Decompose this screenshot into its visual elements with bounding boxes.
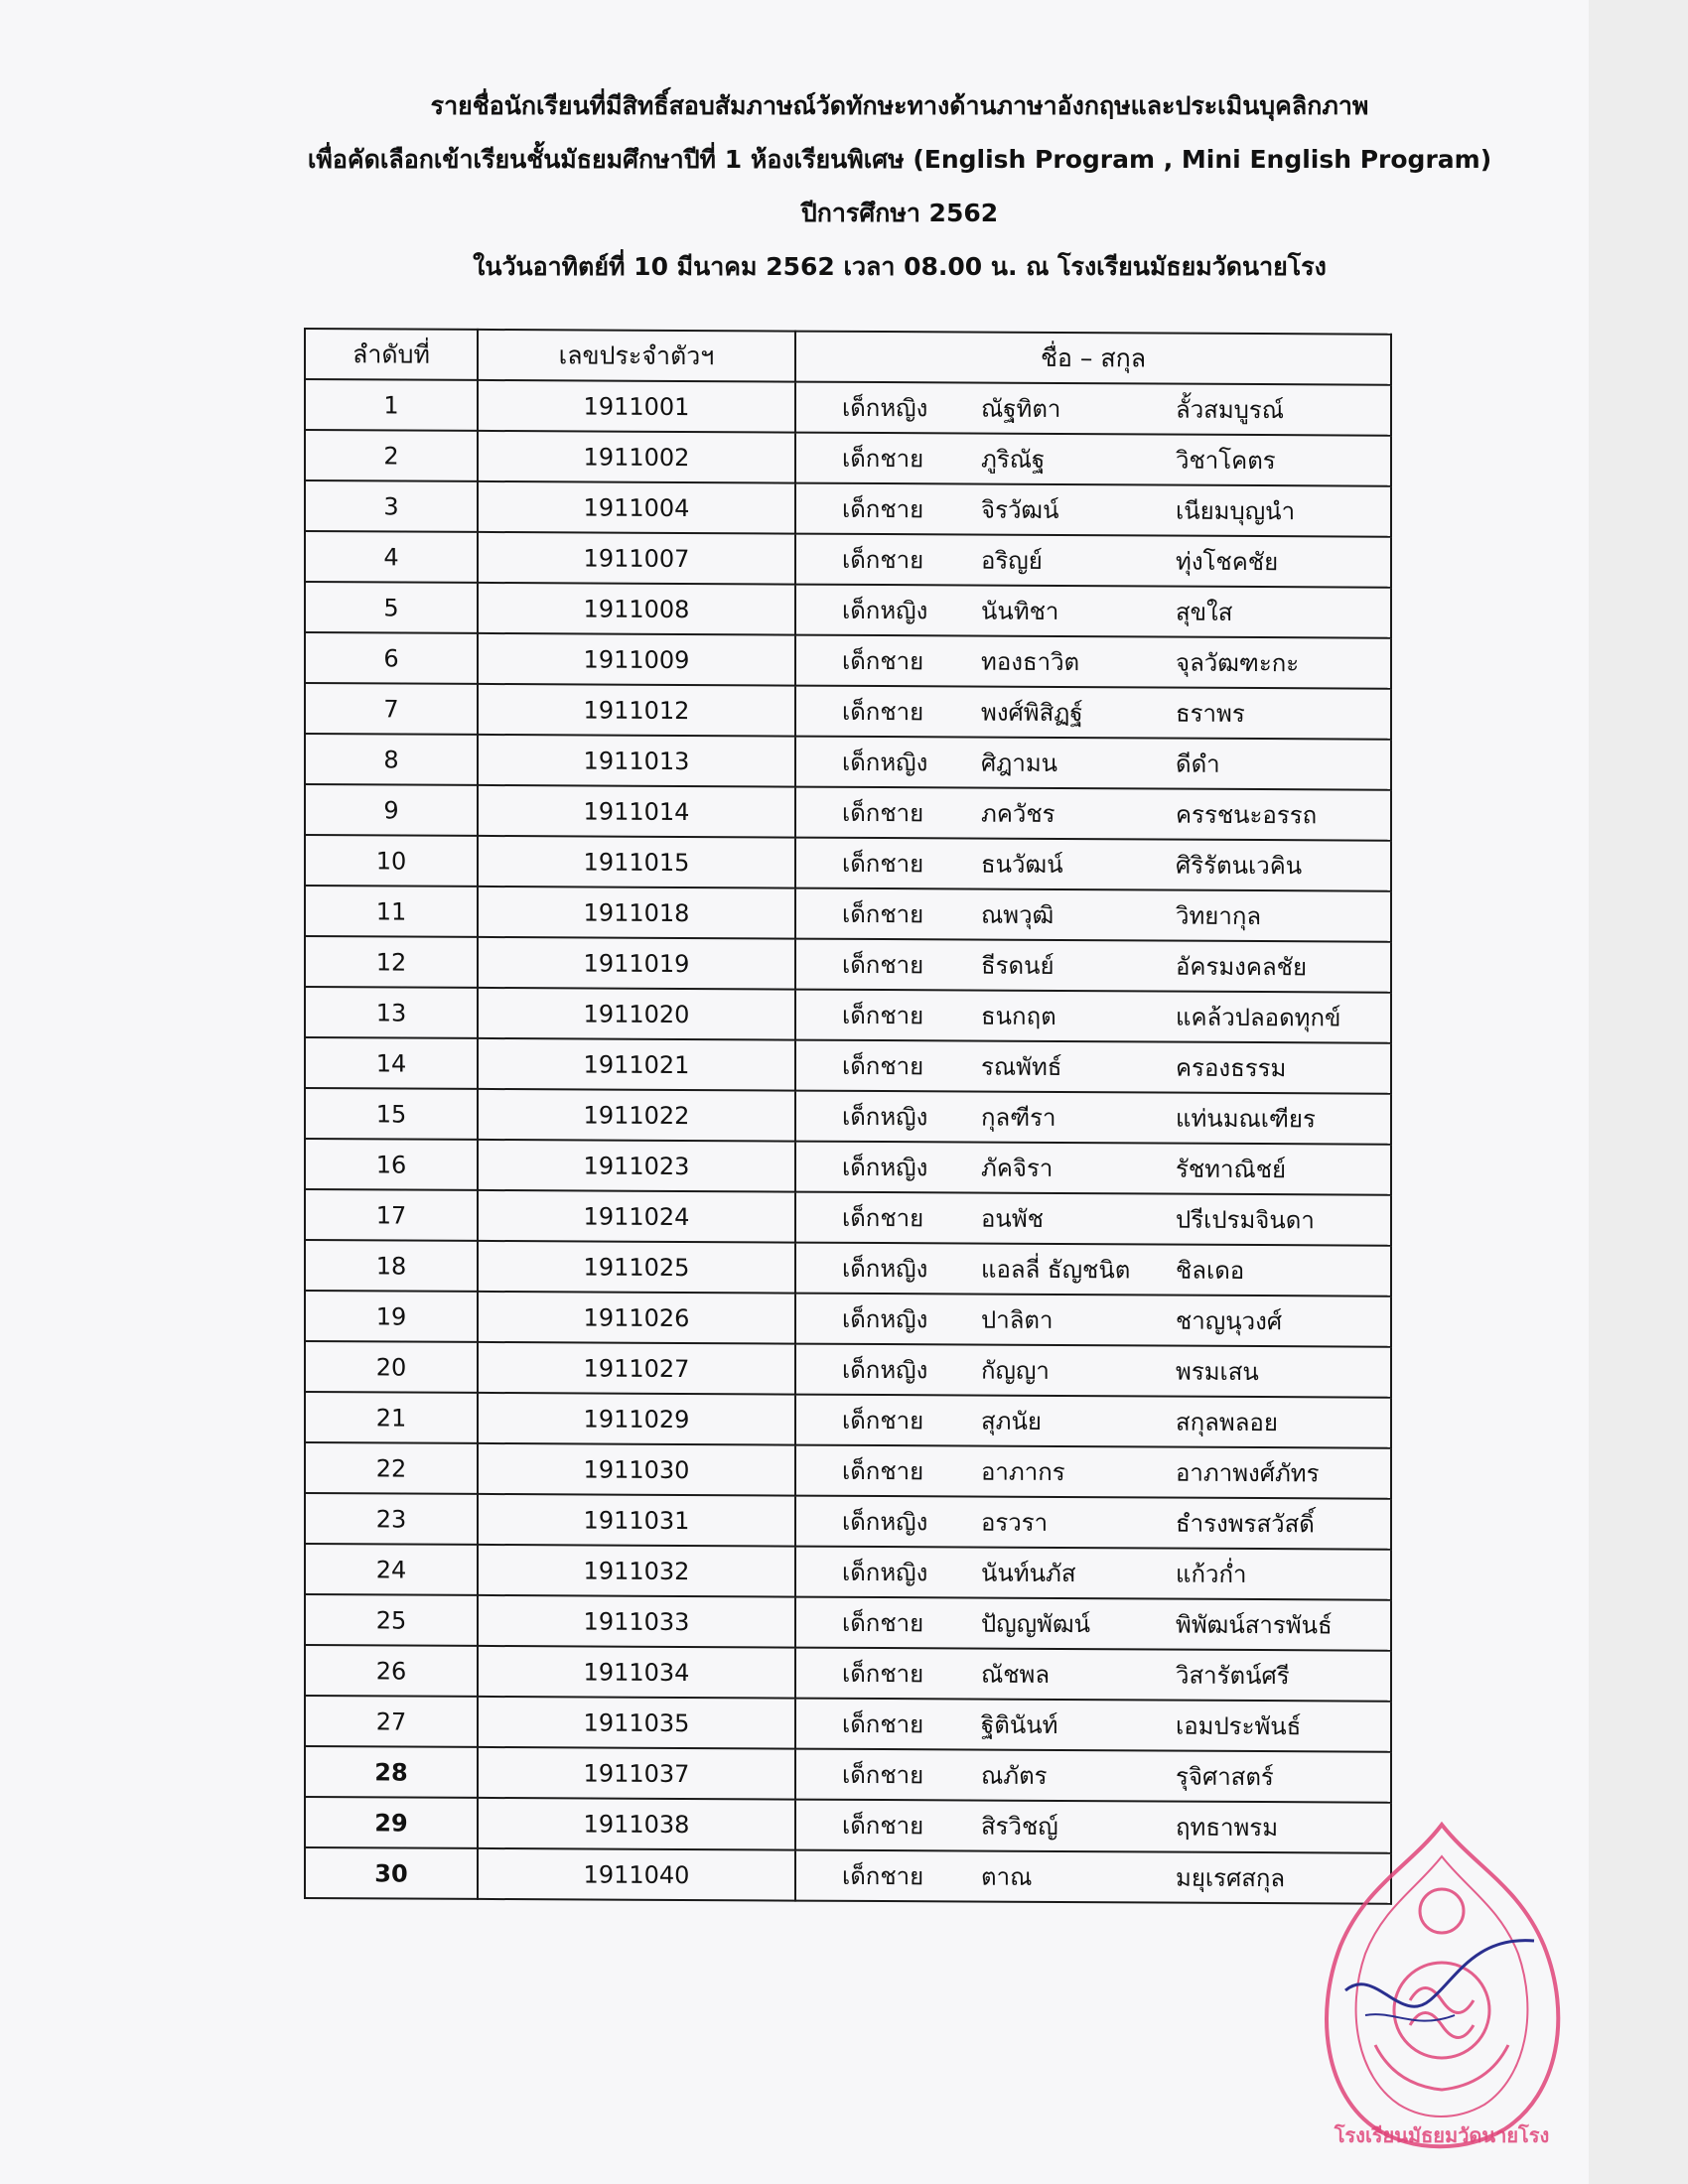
cell-order-number: 23 [305,1493,478,1545]
name-parts [796,1806,1390,1847]
name-title: เด็กชาย [842,1051,924,1081]
last-name: ชาญนุวงศ์ [1176,1306,1283,1336]
last-name: ครรชนะอรรถ [1176,800,1318,830]
cell-full-name [795,1040,1391,1094]
name-title: เด็กหญิง [842,748,928,777]
cell-student-id: 1911030 [478,1443,795,1496]
table-row [305,1797,1391,1853]
first-name: ตาณ [981,1862,1033,1891]
column-header-full-name: ชื่อ – สกุล [795,332,1391,385]
name-title: เด็กชาย [842,1456,924,1486]
cell-full-name [795,1142,1391,1195]
cell-student-id: 1911034 [478,1646,795,1699]
cell-order-number: 2 [305,430,478,481]
cell-student-id: 1911021 [478,1038,795,1091]
first-name: แอลลี่ ธัญชนิต [981,1255,1131,1285]
name-title: เด็กชาย [842,444,924,474]
cell-full-name [795,1344,1391,1398]
first-name: พงศ์พิสิฏฐ์ [981,698,1083,728]
first-name: ปาลิตา [981,1305,1054,1334]
last-name: จุลวัฒฑะกะ [1176,648,1300,678]
name-parts [796,1502,1390,1544]
table-row [305,886,1391,942]
name-title: เด็กชาย [842,494,924,524]
cell-order-number: 27 [305,1696,478,1747]
name-title: เด็กชาย [842,545,924,575]
cell-full-name [795,1648,1391,1702]
cell-order-number: 18 [305,1240,478,1292]
cell-student-id: 1911014 [478,785,795,838]
table-row [305,379,1391,436]
cell-order-number: 20 [305,1341,478,1393]
name-parts [796,743,1390,784]
cell-full-name [795,1597,1391,1651]
name-parts [796,641,1390,683]
table-row [305,1696,1391,1752]
cell-full-name [795,1547,1391,1600]
name-parts [796,591,1390,632]
first-name: นันทิชา [981,597,1059,625]
last-name: ธราพร [1176,699,1245,728]
name-parts [796,439,1390,480]
name-parts [796,1299,1390,1341]
cell-full-name [795,1091,1391,1145]
column-header-student-id: เลขประจำตัวฯ [478,330,795,382]
cell-student-id: 1911037 [478,1747,795,1800]
cell-order-number: 5 [305,582,478,633]
table-row [305,1544,1391,1600]
last-name: วิทยากุล [1176,901,1262,931]
last-name: ดีดำ [1176,750,1220,778]
cell-full-name [795,686,1391,740]
cell-full-name [795,1395,1391,1448]
document-header [0,79,1688,294]
name-parts [796,793,1390,835]
name-parts [796,894,1390,936]
last-name: เอมประพันธ์ [1176,1711,1302,1741]
name-title: เด็กชาย [842,1811,924,1841]
title-line-2: เพื่อคัดเลือกเข้าเรียนชั้นมัธยมศึกษาปีที่ 1 ห้องเรียนพิเศษ (English Program , Mini English Program) [307,145,1492,174]
name-title: เด็กชาย [842,899,924,929]
last-name: รัชทาณิชย์ [1176,1155,1287,1184]
table-header-row [305,329,1391,385]
table-row [305,1847,1391,1904]
name-title: เด็กชาย [842,1659,924,1689]
first-name: สิรวิชญ์ [981,1812,1058,1841]
name-title: เด็กชาย [842,849,924,879]
last-name: ทุ่งโชคชัย [1176,547,1279,577]
cell-student-id: 1911027 [478,1342,795,1395]
name-title: เด็กชาย [842,798,924,828]
table-row [305,784,1391,841]
last-name: รุจิศาสตร์ [1176,1762,1274,1792]
cell-full-name [795,585,1391,638]
cell-full-name [795,534,1391,588]
first-name: ภัคจิรา [981,1154,1054,1182]
name-parts [796,1553,1390,1594]
cell-student-id: 1911032 [478,1545,795,1597]
first-name: อาภากร [981,1457,1065,1487]
last-name: วิชาโคตร [1176,446,1276,476]
cell-student-id: 1911040 [478,1848,795,1901]
cell-order-number: 7 [305,683,478,735]
name-title: เด็กหญิง [842,1304,928,1334]
name-parts [796,1451,1390,1493]
cell-student-id: 1911018 [478,887,795,939]
cell-student-id: 1911020 [478,988,795,1040]
cell-order-number: 11 [305,886,478,937]
stamp-text: โรงเรียนมัธยมวัดนายโรง [1334,2123,1550,2147]
name-parts [796,1097,1390,1139]
cell-student-id: 1911023 [478,1140,795,1192]
name-title: เด็กหญิง [842,596,928,625]
cell-order-number: 15 [305,1088,478,1140]
name-title: เด็กหญิง [842,1507,928,1537]
table-row [305,582,1391,638]
table-row [305,1088,1391,1145]
last-name: ศิริรัตนเวคิน [1176,851,1303,881]
table-row [305,683,1391,740]
table-row [305,1341,1391,1398]
table-row [305,1037,1391,1094]
first-name: ปัญญพัฒน์ [981,1609,1091,1639]
first-name: สุภนัย [981,1407,1042,1435]
name-parts [796,489,1390,531]
first-name: รณพัทธ์ [981,1052,1062,1081]
table-row [305,1645,1391,1702]
table-row [305,480,1391,537]
name-parts [796,1856,1390,1898]
last-name: ธำรงพรสวัสดิ์ [1176,1509,1315,1539]
cell-student-id: 1911007 [478,532,795,585]
first-name: กัญญา [981,1356,1050,1385]
first-name: ฐิตินันท์ [981,1710,1058,1739]
cell-full-name [795,939,1391,993]
last-name: ครองธรรม [1176,1053,1287,1083]
first-name: ภูริณัฐ [981,445,1046,474]
first-name: จิรวัฒน์ [981,495,1059,524]
table-row [305,1594,1391,1651]
name-parts [796,844,1390,886]
last-name: ปรีเปรมจินดา [1176,1205,1315,1235]
school-seal-stamp [1306,1817,1579,2154]
cell-order-number: 8 [305,734,478,785]
last-name: ฤทธาพรม [1176,1813,1279,1843]
cell-student-id: 1911026 [478,1292,795,1344]
name-title: เด็กชาย [842,950,924,980]
name-title: เด็กชาย [842,1001,924,1030]
table-row [305,531,1391,588]
first-name: ทองธาวิต [981,647,1080,677]
cell-student-id: 1911031 [478,1494,795,1547]
table-row [305,936,1391,993]
cell-student-id: 1911001 [478,380,795,433]
cell-order-number: 30 [305,1847,478,1899]
name-title: เด็กหญิง [842,1355,928,1385]
name-title: เด็กหญิง [842,1254,928,1284]
name-title: เด็กชาย [842,1760,924,1790]
last-name: มยุเรศสกุล [1176,1863,1286,1893]
name-parts [796,1148,1390,1189]
first-name: อนพัช [981,1204,1044,1233]
cell-full-name [795,483,1391,537]
cell-full-name [795,1192,1391,1246]
last-name: สุขใส [1176,598,1233,626]
last-name: แก้วก่ำ [1176,1560,1247,1588]
cell-order-number: 19 [305,1291,478,1342]
first-name: ณภัตร [981,1761,1048,1790]
cell-student-id: 1911025 [478,1241,795,1294]
name-parts [796,1705,1390,1746]
first-name: ศิฎามน [981,749,1058,777]
first-name: นันท์นภัส [981,1559,1076,1588]
cell-student-id: 1911009 [478,633,795,686]
last-name: พิพัฒน์สารพันธ์ [1176,1610,1333,1640]
cell-order-number: 22 [305,1442,478,1494]
column-header-order: ลำดับที่ [305,329,478,380]
cell-full-name [795,787,1391,841]
table-body [305,379,1391,1904]
table-row [305,1493,1391,1550]
cell-order-number: 29 [305,1797,478,1848]
table-row [305,1189,1391,1246]
first-name: ธนวัฒน์ [981,850,1063,880]
cell-full-name [795,737,1391,790]
cell-order-number: 12 [305,936,478,988]
last-name: ลั้วสมบูรณ์ [1176,395,1285,425]
cell-student-id: 1911004 [478,481,795,534]
table-row [305,430,1391,486]
cell-order-number: 10 [305,835,478,887]
cell-student-id: 1911035 [478,1697,795,1749]
cell-student-id: 1911022 [478,1089,795,1142]
name-parts [796,1249,1390,1291]
first-name: ภควัชร [981,799,1055,828]
cell-student-id: 1911002 [478,431,795,483]
cell-full-name [795,1749,1391,1803]
name-title: เด็กหญิง [842,1558,928,1587]
first-name: ณพวุฒิ [981,900,1055,929]
title-line-1: รายชื่อนักเรียนที่มีสิทธิ์สอบสัมภาษณ์วัดทักษะทางด้านภาษาอังกฤษและประเมินบุคลิกภาพ [430,91,1369,120]
table-row [305,1240,1391,1297]
last-name: ชิลเดอ [1176,1256,1245,1285]
first-name: ณัชพล [981,1660,1051,1689]
last-name: อาภาพงศ์ภัทร [1176,1458,1320,1488]
cell-order-number: 3 [305,480,478,532]
table-row [305,632,1391,689]
name-parts [796,1046,1390,1088]
cell-full-name [795,1850,1391,1904]
title-line-3: ปีการศึกษา 2562 [800,199,999,227]
cell-full-name [795,1800,1391,1853]
cell-order-number: 9 [305,784,478,836]
cell-student-id: 1911015 [478,836,795,888]
cell-student-id: 1911012 [478,684,795,737]
name-parts [796,1350,1390,1392]
last-name: สกุลพลอย [1176,1408,1278,1437]
cell-order-number: 25 [305,1594,478,1646]
cell-order-number: 1 [305,379,478,431]
name-parts [796,1603,1390,1645]
cell-full-name [795,1294,1391,1347]
name-parts [796,996,1390,1037]
cell-student-id: 1911013 [478,735,795,787]
student-roster-table [304,328,1392,1905]
cell-order-number: 17 [305,1189,478,1241]
first-name: ธนกฤต [981,1002,1056,1030]
cell-order-number: 6 [305,632,478,684]
cell-student-id: 1911038 [478,1798,795,1850]
cell-student-id: 1911033 [478,1595,795,1648]
name-title: เด็กชาย [842,646,924,676]
name-title: เด็กชาย [842,1406,924,1435]
cell-full-name [795,1496,1391,1550]
cell-order-number: 28 [305,1746,478,1798]
cell-full-name [795,635,1391,689]
name-parts [796,388,1390,430]
first-name: อรวรา [981,1508,1049,1537]
cell-full-name [795,1699,1391,1752]
cell-order-number: 14 [305,1037,478,1089]
cell-order-number: 4 [305,531,478,583]
cell-full-name [795,838,1391,891]
last-name: พรมเสน [1176,1357,1259,1387]
name-title: เด็กชาย [842,1608,924,1638]
name-parts [796,1755,1390,1797]
first-name: ณัฐทิตา [981,394,1061,423]
first-name: ธีรดนย์ [981,951,1055,980]
cell-order-number: 16 [305,1139,478,1190]
cell-student-id: 1911008 [478,583,795,635]
cell-full-name [795,990,1391,1043]
last-name: วิสารัตน์ศรี [1176,1661,1290,1691]
cell-order-number: 24 [305,1544,478,1595]
name-title: เด็กหญิง [842,1153,928,1182]
cell-student-id: 1911029 [478,1393,795,1445]
name-parts [796,540,1390,582]
cell-student-id: 1911019 [478,937,795,990]
name-parts [796,1654,1390,1696]
name-parts [796,945,1390,987]
cell-full-name [795,382,1391,436]
table-row [305,835,1391,891]
name-title: เด็กหญิง [842,1102,928,1132]
cell-full-name [795,1243,1391,1297]
cell-full-name [795,1445,1391,1499]
name-title: เด็กชาย [842,1709,924,1739]
name-title: เด็กชาย [842,1861,924,1891]
table-row [305,734,1391,790]
cell-order-number: 13 [305,987,478,1038]
last-name: เนียมบุญนำ [1176,496,1296,526]
first-name: อริญย์ [981,546,1043,575]
name-title: เด็กหญิง [842,393,928,423]
cell-full-name [795,888,1391,942]
name-title: เด็กชาย [842,1203,924,1233]
table-row [305,1392,1391,1448]
table-row [305,1746,1391,1803]
table-row [305,1442,1391,1499]
first-name: กุลฑีรา [981,1103,1056,1132]
cell-student-id: 1911024 [478,1190,795,1243]
name-parts [796,1401,1390,1442]
table-row [305,1139,1391,1195]
name-parts [796,1198,1390,1240]
table-row [305,1291,1391,1347]
cell-order-number: 21 [305,1392,478,1443]
last-name: แคล้วปลอดทุกข์ [1176,1003,1341,1032]
cell-order-number: 26 [305,1645,478,1697]
name-title: เด็กชาย [842,697,924,727]
name-parts [796,692,1390,734]
title-line-4: ในวันอาทิตย์ที่ 10 มีนาคม 2562 เวลา 08.00 น. ณ โรงเรียนมัธยมวัดนายโรง [473,252,1327,281]
last-name: อัครมงคลชัย [1176,952,1308,982]
table-row [305,987,1391,1043]
last-name: แท่นมณเฑียร [1176,1104,1316,1134]
cell-full-name [795,433,1391,486]
